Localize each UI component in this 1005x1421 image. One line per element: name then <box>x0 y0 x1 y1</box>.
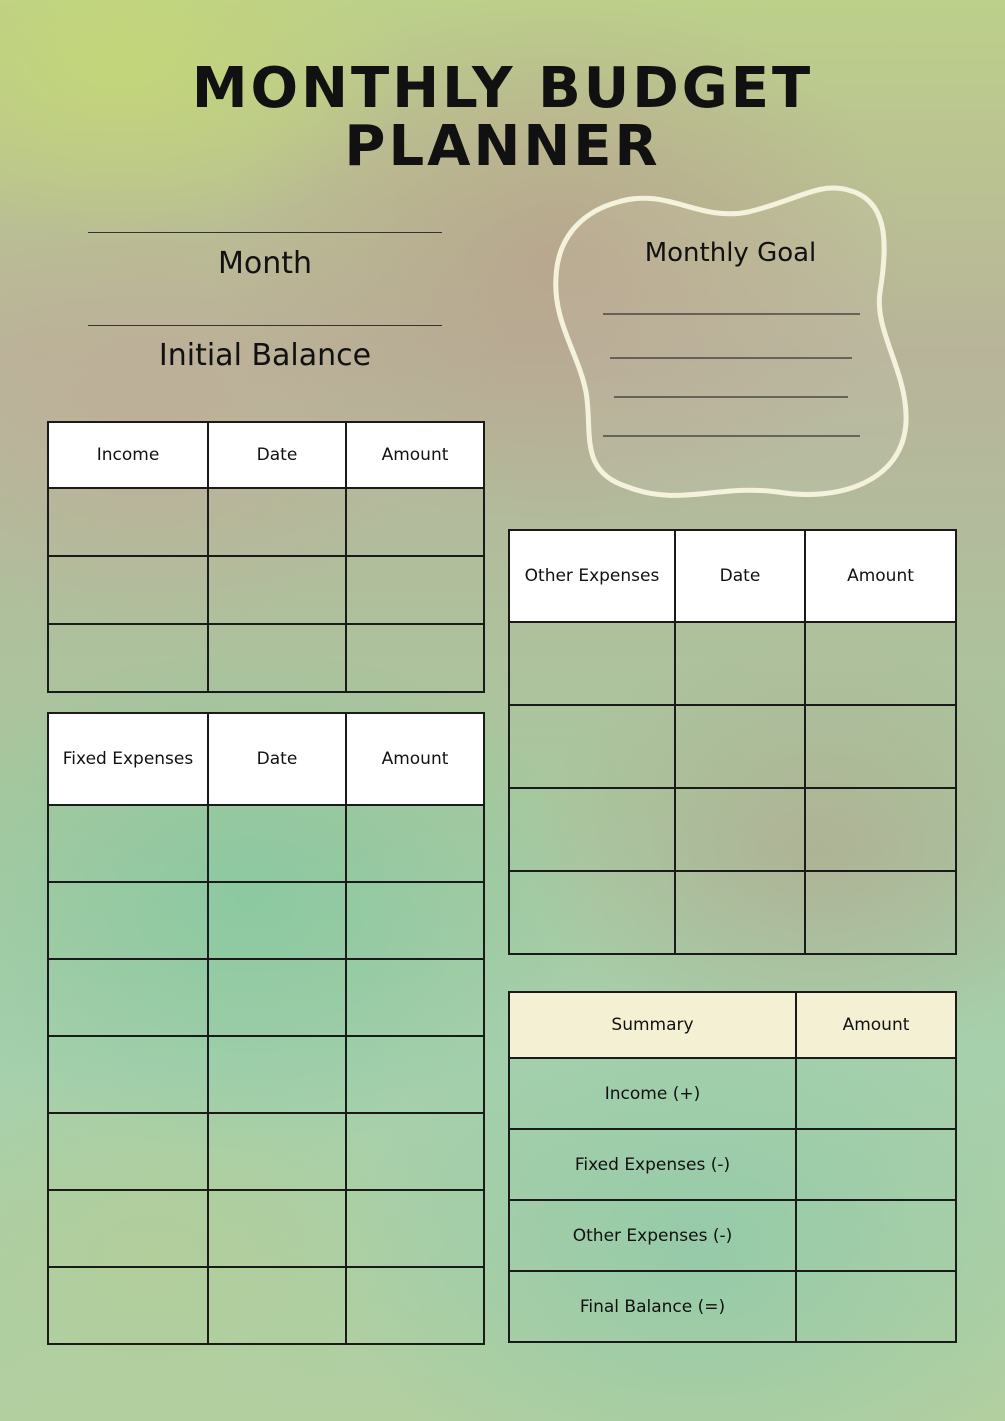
fixed-expense-cell[interactable] <box>48 1036 208 1113</box>
amount-cell[interactable] <box>346 556 484 624</box>
income-cell[interactable] <box>48 556 208 624</box>
amount-cell[interactable] <box>346 959 484 1036</box>
date-cell[interactable] <box>208 556 346 624</box>
date-header: Date <box>208 422 346 488</box>
amount-cell[interactable] <box>346 1267 484 1344</box>
amount-cell[interactable] <box>805 622 956 705</box>
initial-balance-input-line[interactable] <box>88 325 442 326</box>
amount-cell[interactable] <box>346 805 484 882</box>
date-cell[interactable] <box>208 1113 346 1190</box>
date-cell[interactable] <box>675 622 805 705</box>
other-expense-cell[interactable] <box>509 705 675 788</box>
amount-cell[interactable] <box>346 1190 484 1267</box>
date-cell[interactable] <box>675 788 805 871</box>
amount-header: Amount <box>805 530 956 622</box>
date-cell[interactable] <box>208 959 346 1036</box>
date-header: Date <box>675 530 805 622</box>
initial-balance-label: Initial Balance <box>158 338 372 373</box>
other-expense-cell[interactable] <box>509 871 675 954</box>
income-table <box>47 421 485 693</box>
amount-header: Amount <box>796 992 956 1058</box>
date-cell[interactable] <box>675 705 805 788</box>
fixed-expense-cell[interactable] <box>48 805 208 882</box>
income-cell[interactable] <box>48 488 208 556</box>
amount-cell[interactable] <box>346 1113 484 1190</box>
goal-frame-blob <box>548 182 913 510</box>
other-expenses-header: Other Expenses <box>509 530 675 622</box>
page-title-line-2: PLANNER <box>344 114 661 179</box>
amount-header: Amount <box>346 713 484 805</box>
amount-cell[interactable] <box>805 871 956 954</box>
other-expense-cell[interactable] <box>509 788 675 871</box>
date-cell[interactable] <box>208 805 346 882</box>
date-cell[interactable] <box>208 1036 346 1113</box>
fixed-expenses-header: Fixed Expenses <box>48 713 208 805</box>
fixed-expense-cell[interactable] <box>48 1190 208 1267</box>
date-cell[interactable] <box>208 488 346 556</box>
fixed-expense-cell[interactable] <box>48 1113 208 1190</box>
summary-row-label: Other Expenses (-) <box>509 1200 796 1271</box>
date-header: Date <box>208 713 346 805</box>
page-title-line-1: MONTHLY BUDGET <box>191 56 814 121</box>
income-cell[interactable] <box>48 624 208 692</box>
amount-header: Amount <box>346 422 484 488</box>
fixed-expense-cell[interactable] <box>48 1267 208 1344</box>
month-input-line[interactable] <box>88 232 442 233</box>
summary-row-label: Final Balance (=) <box>509 1271 796 1342</box>
summary-row-label: Income (+) <box>509 1058 796 1129</box>
summary-header: Summary <box>509 992 796 1058</box>
date-cell[interactable] <box>208 882 346 959</box>
summary-table <box>508 991 957 1343</box>
monthly-goal-box <box>548 182 913 510</box>
date-cell[interactable] <box>675 871 805 954</box>
fixed-expense-cell[interactable] <box>48 959 208 1036</box>
amount-cell[interactable] <box>346 624 484 692</box>
month-label: Month <box>217 246 313 281</box>
fixed-expenses-table <box>47 712 485 1345</box>
summary-amount-cell[interactable] <box>796 1129 956 1200</box>
other-expense-cell[interactable] <box>509 622 675 705</box>
amount-cell[interactable] <box>346 488 484 556</box>
date-cell[interactable] <box>208 1267 346 1344</box>
monthly-goal-label: Monthly Goal <box>644 238 817 268</box>
summary-amount-cell[interactable] <box>796 1200 956 1271</box>
summary-amount-cell[interactable] <box>796 1058 956 1129</box>
amount-cell[interactable] <box>805 788 956 871</box>
summary-amount-cell[interactable] <box>796 1271 956 1342</box>
fixed-expense-cell[interactable] <box>48 882 208 959</box>
amount-cell[interactable] <box>346 1036 484 1113</box>
date-cell[interactable] <box>208 1190 346 1267</box>
amount-cell[interactable] <box>346 882 484 959</box>
other-expenses-table <box>508 529 957 955</box>
income-header: Income <box>48 422 208 488</box>
amount-cell[interactable] <box>805 705 956 788</box>
summary-row-label: Fixed Expenses (-) <box>509 1129 796 1200</box>
date-cell[interactable] <box>208 624 346 692</box>
